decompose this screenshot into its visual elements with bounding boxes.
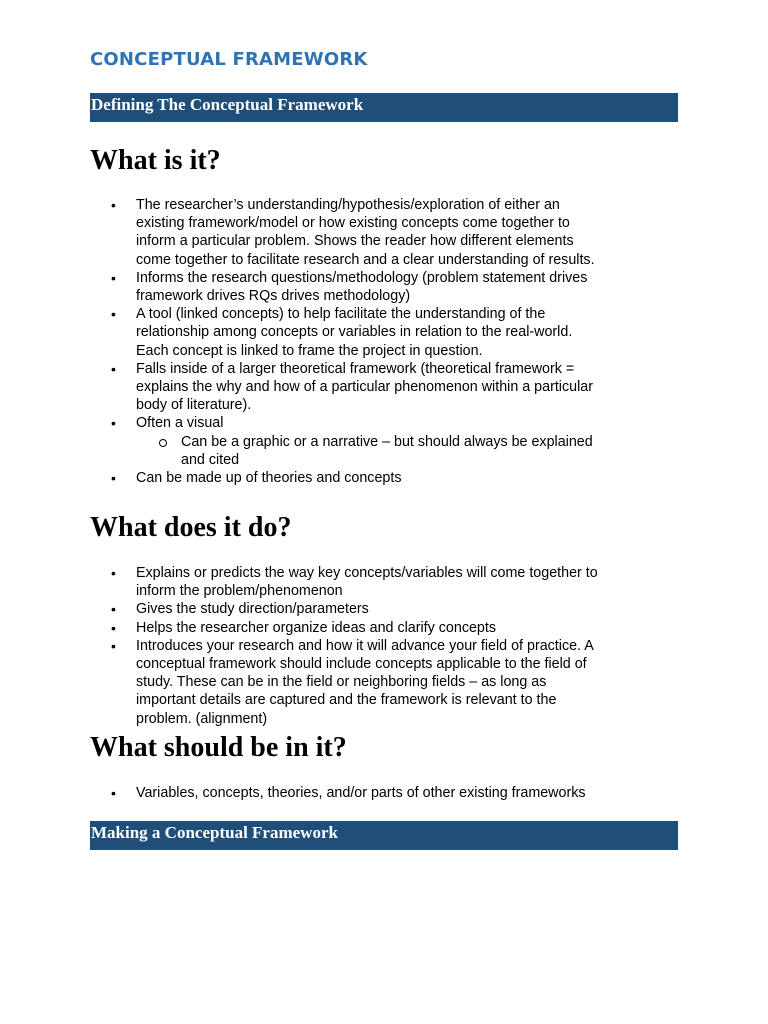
list-item: • Falls inside of a larger theoretical framework (theoretical framework = explains the why and how of a particular phenomenon within a particular body of literature). <box>0 360 600 415</box>
list-item: • Explains or predicts the way key concepts/variables will come together to inform the problem/phenomenon <box>0 564 600 600</box>
sub-list <box>136 433 600 469</box>
section-bar-defining: Defining The Conceptual Framework <box>90 93 678 122</box>
what-does-it-do-list <box>0 564 600 728</box>
heading-what-does-it-do: What does it do? <box>90 512 292 543</box>
list-item: • Variables, concepts, theories, and/or parts of other existing frameworks <box>0 784 600 802</box>
list-item-text: Often a visual <box>136 415 224 432</box>
heading-what-is-it: What is it? <box>90 145 221 176</box>
sub-list-item: Can be a graphic or a narrative – but should always be explained and cited <box>136 433 600 469</box>
list-item: • Can be made up of theories and concepts <box>0 469 600 487</box>
list-item <box>0 414 600 469</box>
list-item: • Helps the researcher organize ideas and clarify concepts <box>0 619 600 637</box>
what-is-it-list <box>0 196 600 487</box>
page-title: CONCEPTUAL FRAMEWORK <box>90 49 368 70</box>
list-item: • A tool (linked concepts) to help facilitate the understanding of the relationship among concepts or variables in relation to the real-world. Each concept is linked to frame the project in question. <box>0 305 600 360</box>
list-item: • Informs the research questions/methodology (problem statement drives framework drives RQs drives methodology) <box>0 269 600 305</box>
list-item: • The researcher’s understanding/hypothesis/exploration of either an existing framework/model or how existing concepts come together to inform a particular problem. Shows the reader how different elements come together to facilitate research and a clear understanding of results. <box>0 196 600 269</box>
list-item: • Introduces your research and how it will advance your field of practice. A conceptual framework should include concepts applicable to the field of study. These can be in the field or neighboring fields – as long as important details are captured and the framework is relevant to the problem. (alignment) <box>0 637 600 728</box>
section-bar-making: Making a Conceptual Framework <box>90 821 678 850</box>
list-item: • Gives the study direction/parameters <box>0 600 600 618</box>
heading-what-should-be-in-it: What should be in it? <box>90 732 347 763</box>
what-should-be-in-it-list <box>0 784 600 802</box>
